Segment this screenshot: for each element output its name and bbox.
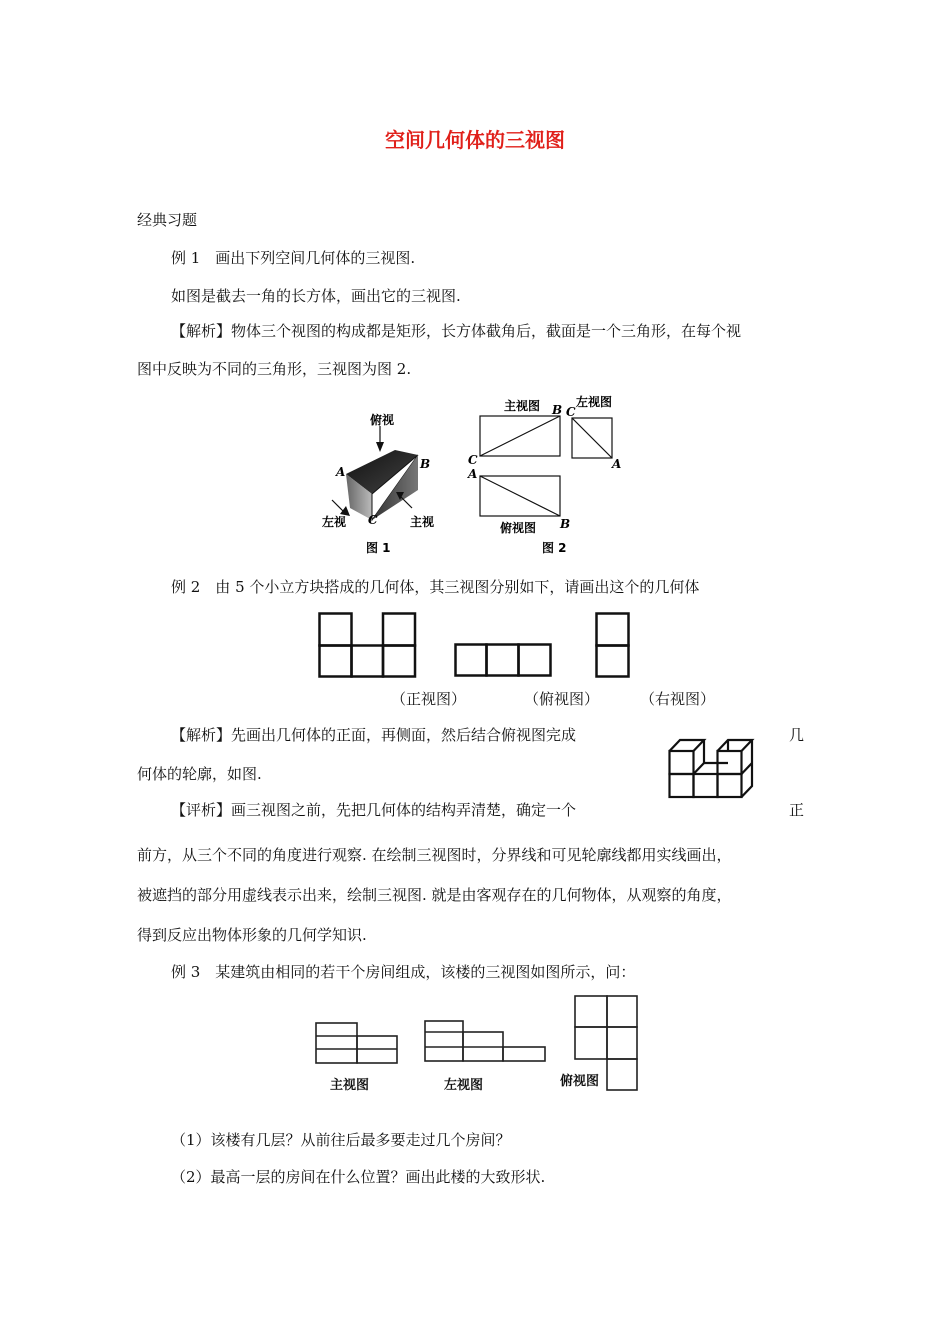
ex1-description: 如图是截去一角的长方体，画出它的三视图. [171,287,461,305]
fig2-side-c: C [566,405,576,419]
ex2-comment-line1-end: 正 [789,801,805,819]
ex3-question: 例 3 某建筑由相同的若干个房间组成，该楼的三视图如图所示，问： [171,963,636,981]
fig1-caption: 图 1 [366,541,391,555]
ex2-question: 例 2 由 5 个小立方块搭成的几何体，其三视图分别如下，请画出这个的几何体 [171,578,700,596]
fig1-point-a: A [336,465,346,479]
fig2-top-label: 俯视图 [500,521,537,535]
section-heading: 经典习题 [137,211,198,229]
fig1-point-b: B [420,457,431,471]
ex1-analysis-line1: 【解析】物体三个视图的构成都是矩形，长方体截角后，截面是一个三角形，在每个视 [171,322,742,340]
ex3-left-view [424,1020,548,1064]
ex2-front-caption: （正视图） [391,690,467,708]
fig1-top-label: 俯视 [370,413,395,427]
ex2-comment-line2: 前方，从三个不同的角度进行观察. 在绘制三视图时，分界线和可见轮廓线都用实线画出， [137,846,732,864]
ex3-question-2: （2）最高一层的房间在什么位置？画出此楼的大致形状. [171,1168,546,1186]
ex2-comment-line3: 被遮挡的部分用虚线表示出来，绘制三视图. 就是由客观存在的几何物体，从观察的角度， [137,886,732,904]
ex2-analysis-line1-end: 几 [789,726,805,744]
fig2-front-label: 主视图 [504,399,541,413]
fig2-front-b: B [552,403,563,417]
figure-1-cuboid [320,408,450,558]
ex2-analysis-line2: 何体的轮廓，如图. [137,765,262,783]
ex2-right-caption: （右视图） [640,690,716,708]
page-title: 空间几何体的三视图 [385,128,565,152]
ex2-solid-drawing [668,732,770,800]
fig2-side-a: A [612,457,622,471]
fig1-point-c: C [368,513,378,527]
ex3-left-caption: 左视图 [444,1078,484,1093]
ex2-right-view [595,612,631,678]
ex2-front-view [318,612,416,678]
ex2-top-view [454,643,552,678]
fig2-top-b: B [560,517,571,531]
ex3-front-view [315,1022,399,1066]
ex1-question: 例 1 画出下列空间几何体的三视图. [171,249,416,267]
ex3-front-caption: 主视图 [330,1078,370,1093]
ex1-analysis-line2: 图中反映为不同的三角形，三视图为图 2. [137,360,412,378]
fig1-right-label: 主视 [410,515,435,529]
fig2-caption: 图 2 [542,541,567,555]
figure-2-three-views [462,392,632,558]
ex3-top-caption: 俯视图 [560,1074,600,1089]
fig2-side-label: 左视图 [576,395,613,409]
ex2-analysis-line1: 【解析】先画出几何体的正面，再侧面，然后结合俯视图完成 [171,726,577,744]
ex3-question-1: （1）该楼有几层？从前往后最多要走过几个房间？ [171,1131,511,1149]
fig2-front-c: C [468,453,478,467]
ex2-top-caption: （俯视图） [524,690,600,708]
fig1-left-label: 左视 [322,515,347,529]
fig2-top-a: A [468,467,478,481]
ex2-comment-line4: 得到反应出物体形象的几何学知识. [137,926,367,944]
ex2-comment-line1: 【评析】画三视图之前，先把几何体的结构弄清楚，确定一个 [171,801,577,819]
